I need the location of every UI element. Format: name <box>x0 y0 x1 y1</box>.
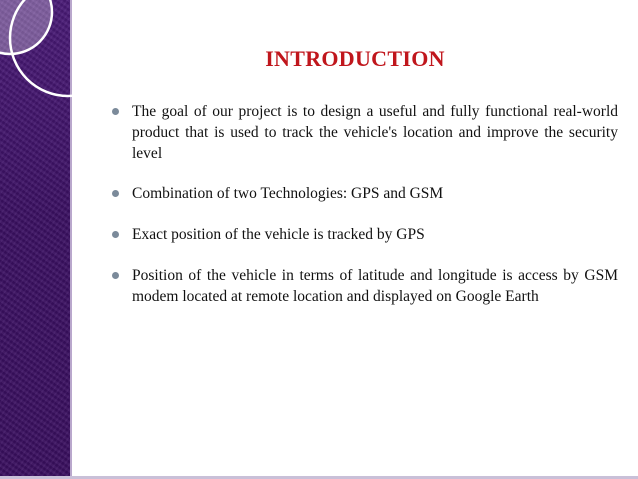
decorative-circles <box>0 0 80 160</box>
bullet-icon <box>112 190 119 197</box>
list-item <box>112 265 618 307</box>
list-item <box>112 224 618 245</box>
bullet-text: Exact position of the vehicle is tracked by GPS <box>132 226 425 243</box>
list-item <box>112 183 618 204</box>
bullet-list <box>112 101 618 326</box>
slide-title: INTRODUCTION <box>265 46 445 71</box>
bullet-text: The goal of our project is to design a useful and fully functional real-world product that is used to track the vehicle's location and improve the security level <box>132 103 618 162</box>
bullet-icon <box>112 231 119 238</box>
decorative-circle-filled <box>0 0 52 54</box>
bullet-text: Combination of two Technologies: GPS and GSM <box>132 185 444 202</box>
bullet-text: Position of the vehicle in terms of latitude and longitude is access by GSM modem located at remote location and displayed on Google Earth <box>132 267 618 305</box>
bullet-icon <box>112 108 119 115</box>
list-item <box>112 101 618 164</box>
bullet-icon <box>112 272 119 279</box>
